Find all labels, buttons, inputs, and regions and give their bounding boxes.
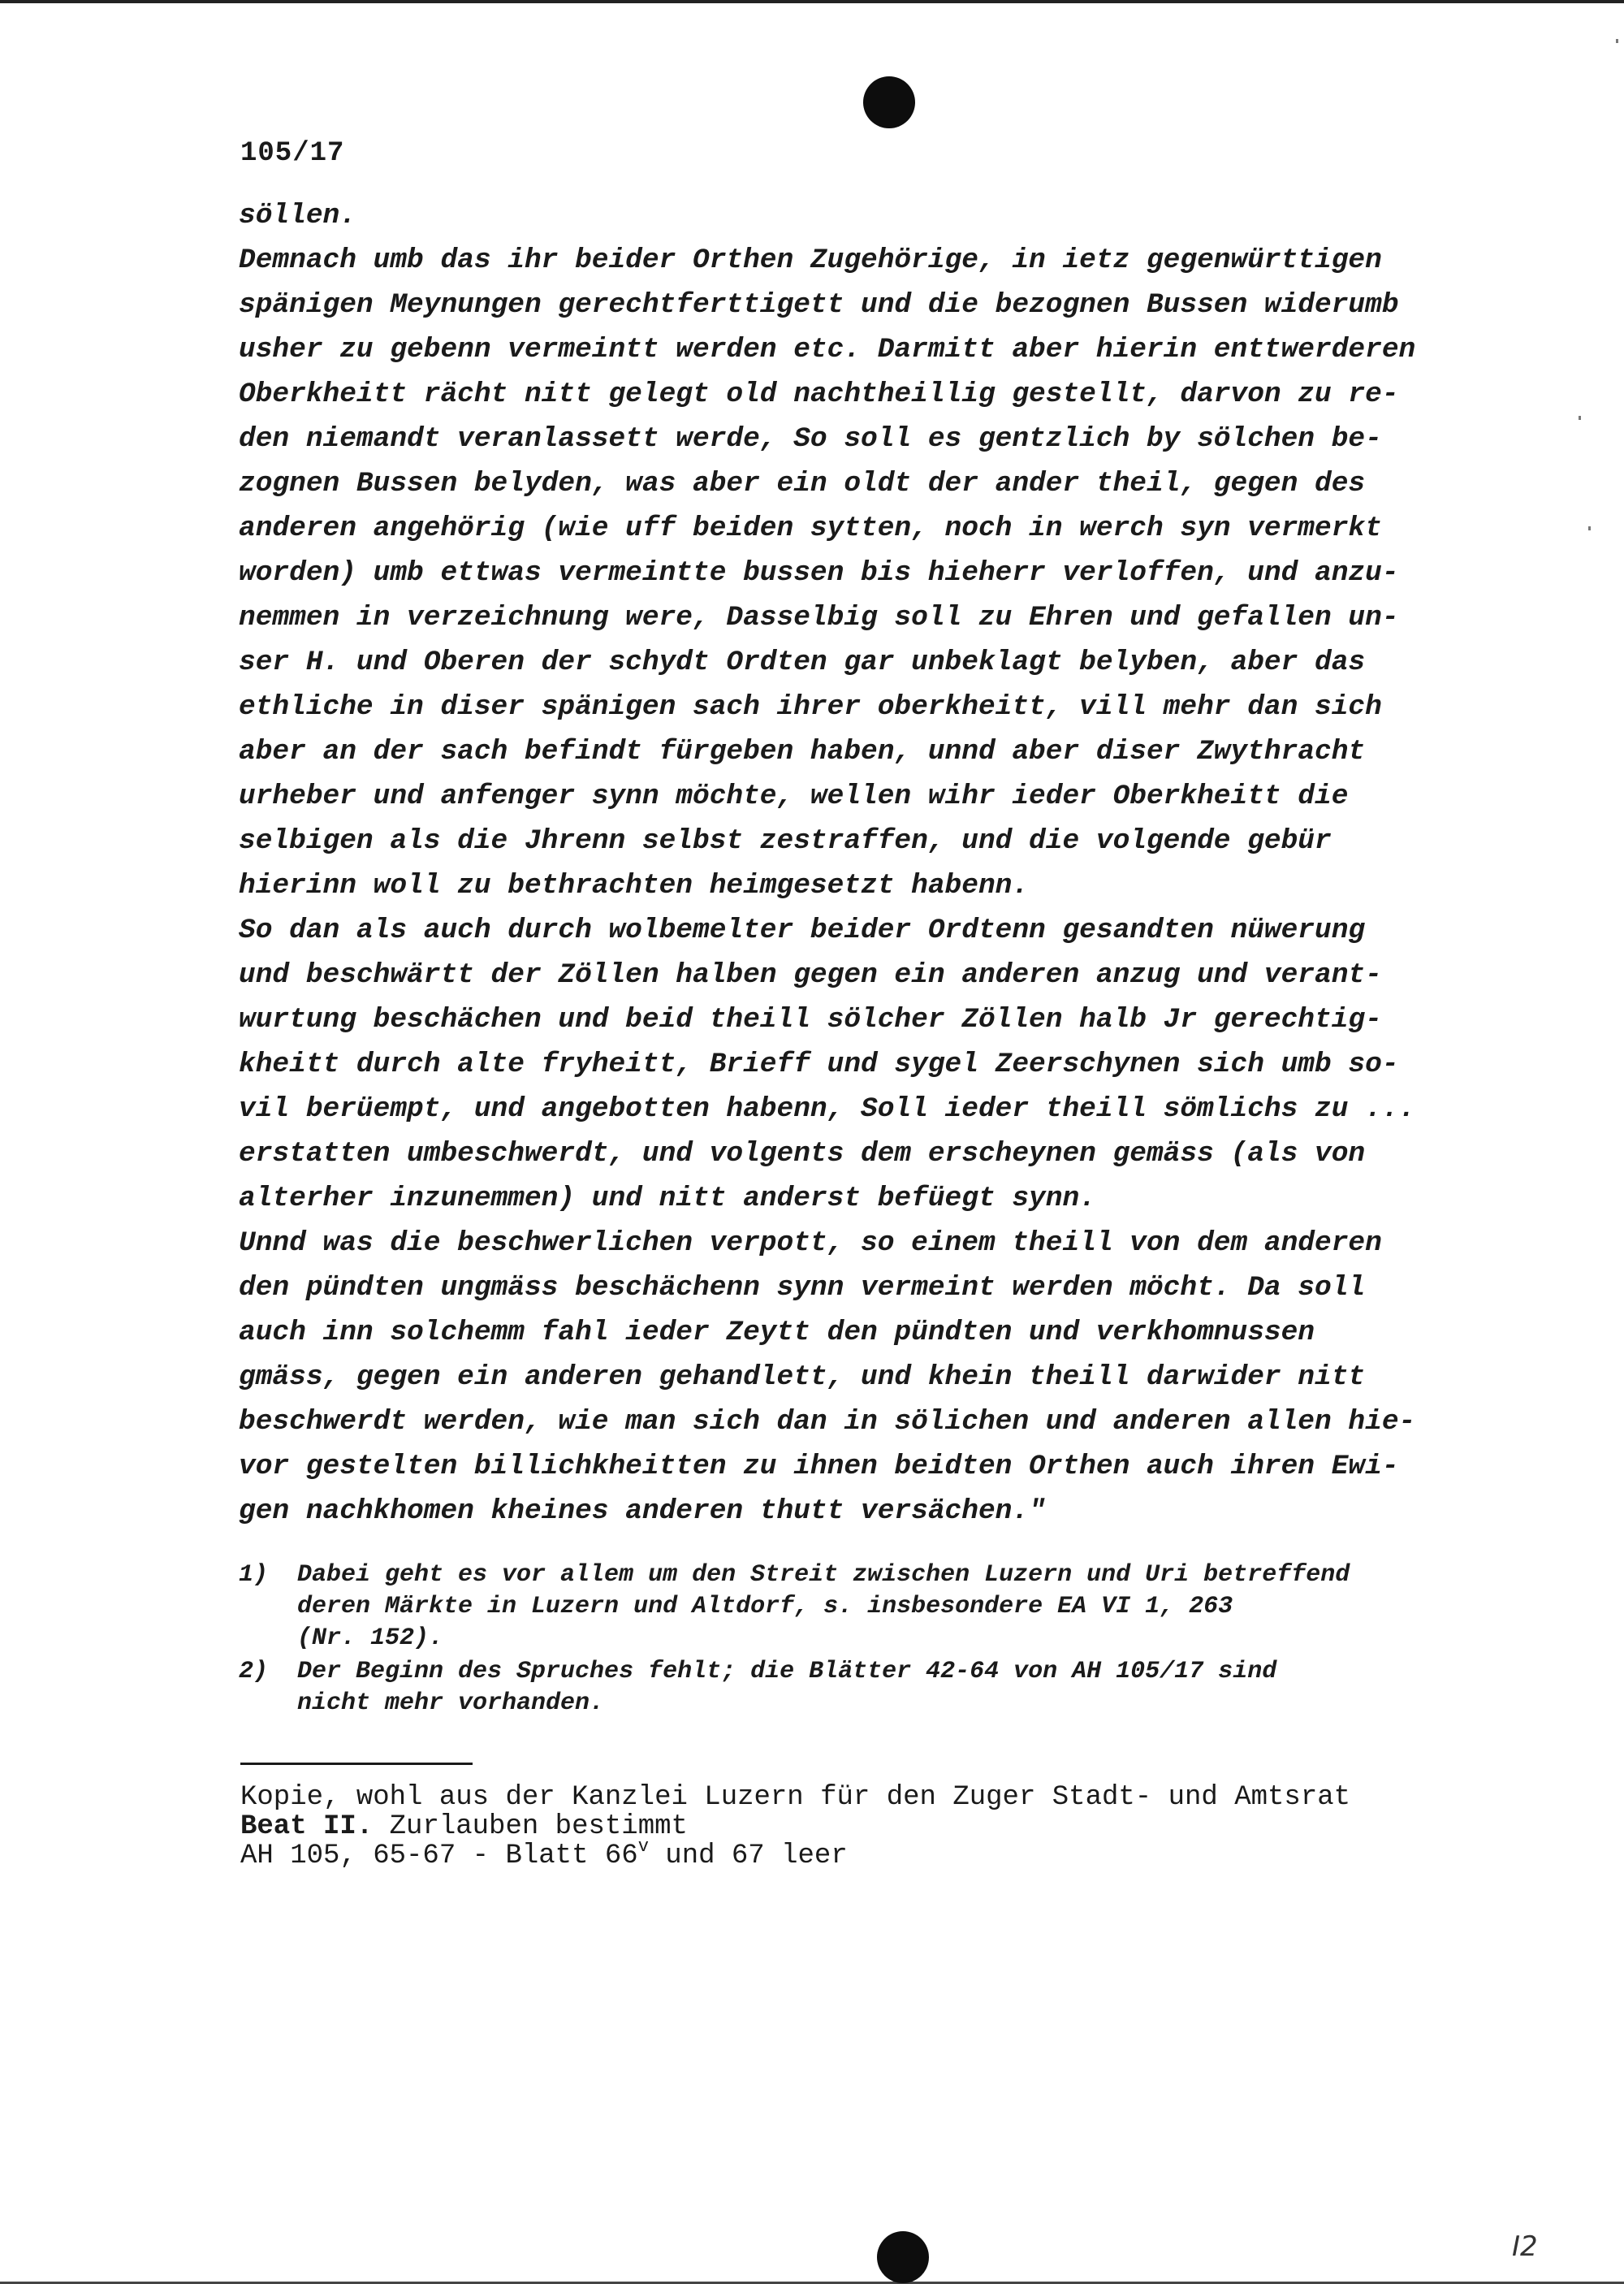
footnote-line: nicht mehr vorhanden. bbox=[297, 1689, 605, 1717]
footnote-line: Der Beginn des Spruches fehlt; die Blätter 42-64 von AH 105/17 sind bbox=[297, 1658, 1277, 1685]
source-note-folio: AH 105, 65-67 - Blatt 66 bbox=[240, 1841, 638, 1871]
page-reference: 105/17 bbox=[240, 138, 345, 169]
footnotes bbox=[239, 1559, 1505, 1721]
body-line: Oberkheitt rächt nitt gelegt old nachtheillig gestellt, darvon zu re- bbox=[239, 379, 1399, 410]
body-line: usher zu gebenn vermeintt werden etc. Darmitt aber hierin enttwerderen bbox=[239, 334, 1416, 366]
source-note bbox=[240, 1784, 1540, 1871]
body-line: ser H. und Oberen der schydt Ordten gar unbeklagt belyben, aber das bbox=[239, 647, 1366, 678]
footnote-marker: 2) bbox=[239, 1658, 269, 1685]
source-note-folio-end: und 67 leer bbox=[648, 1841, 848, 1871]
body-line: selbigen als die Jhrenn selbst zestraffen, und die volgende gebür bbox=[239, 825, 1332, 857]
body-line: worden) umb ettwas vermeintte bussen bis hieherr verloffen, und anzu- bbox=[239, 557, 1399, 589]
handwritten-page-number: I2 bbox=[1512, 2230, 1538, 2263]
footnote-line: Dabei geht es vor allem um den Streit zwischen Luzern und Uri betreffend bbox=[297, 1561, 1350, 1589]
body-line: nemmen in verzeichnung were, Dasselbig soll zu Ehren und gefallen un- bbox=[239, 602, 1399, 634]
source-note-name-bold: Beat II. bbox=[240, 1811, 374, 1842]
footnote-marker: 1) bbox=[239, 1561, 269, 1589]
source-note-verso-superscript: v bbox=[637, 1836, 649, 1857]
body-text bbox=[239, 193, 1505, 1533]
scan-speck bbox=[1616, 39, 1618, 43]
body-line: urheber und anfenger synn möchte, wellen wihr ieder Oberkheitt die bbox=[239, 781, 1349, 812]
page-top-edge bbox=[0, 0, 1624, 3]
body-line: söllen. bbox=[239, 200, 356, 231]
body-line: alterher inzunemmen) und nitt anderst befüegt synn. bbox=[239, 1183, 1096, 1214]
body-line: Demnach umb das ihr beider Orthen Zugehörige, in ietz gegenwürttigen bbox=[239, 244, 1382, 276]
source-note-line-2 bbox=[240, 1813, 1540, 1842]
source-note-line-3 bbox=[240, 1836, 1540, 1871]
punch-hole-top bbox=[863, 76, 915, 128]
body-line: vor gestelten billichkheitten zu ihnen beidten Orthen auch ihren Ewi- bbox=[239, 1451, 1399, 1482]
body-line: Unnd was die beschwerlichen verpott, so einem theill von dem anderen bbox=[239, 1227, 1382, 1259]
footnote bbox=[239, 1559, 1505, 1655]
body-line: gmäss, gegen ein anderen gehandlett, und khein theill darwider nitt bbox=[239, 1361, 1366, 1393]
body-line: spänigen Meynungen gerechtferttigett und die bezognen Bussen widerumb bbox=[239, 289, 1399, 321]
punch-hole-bottom bbox=[877, 2231, 929, 2283]
body-line: auch inn solchemm fahl ieder Zeytt den pündten und verkhomnussen bbox=[239, 1317, 1315, 1348]
body-line: kheitt durch alte fryheitt, Brieff und sygel Zeerschynen sich umb so- bbox=[239, 1049, 1399, 1080]
body-line: ethliche in diser spänigen sach ihrer oberkheitt, vill mehr dan sich bbox=[239, 691, 1382, 723]
body-line: So dan als auch durch wolbemelter beider Ordtenn gesandten nüwerung bbox=[239, 915, 1366, 946]
body-line: hierinn woll zu bethrachten heimgesetzt habenn. bbox=[239, 870, 1030, 902]
body-line: anderen angehörig (wie uff beiden sytten, noch in werch syn vermerkt bbox=[239, 513, 1382, 544]
body-line: aber an der sach befindt fürgeben haben, unnd aber diser Zwythracht bbox=[239, 736, 1366, 768]
body-line: erstatten umbeschwerdt, und volgents dem erscheynen gemäss (als von bbox=[239, 1138, 1366, 1170]
body-line: wurtung beschächen und beid theill sölcher Zöllen halb Jr gerechtig- bbox=[239, 1004, 1382, 1036]
source-note-line-2-rest: Zurlauben bestimmt bbox=[373, 1811, 688, 1842]
source-note-line-1: Kopie, wohl aus der Kanzlei Luzern für den Zuger Stadt- und Amtsrat bbox=[240, 1782, 1351, 1813]
scan-speck bbox=[1579, 416, 1581, 420]
footnote bbox=[239, 1656, 1505, 1719]
body-line: gen nachkhomen kheines anderen thutt versächen." bbox=[239, 1495, 1046, 1527]
body-line: und beschwärtt der Zöllen halben gegen ein anderen anzug und verant- bbox=[239, 959, 1382, 991]
body-line: zognen Bussen belyden, was aber ein oldt der ander theil, gegen des bbox=[239, 468, 1366, 500]
footnote-line: deren Märkte in Luzern und Altdorf, s. insbesondere EA VI 1, 263 bbox=[297, 1593, 1233, 1620]
body-line: beschwerdt werden, wie man sich dan in sölichen und anderen allen hie- bbox=[239, 1406, 1416, 1438]
footnote-separator-rule bbox=[240, 1763, 473, 1765]
body-line: den niemandt veranlassett werde, So soll es gentzlich by sölchen be- bbox=[239, 423, 1382, 455]
scan-speck bbox=[1588, 526, 1591, 530]
footnote-line: (Nr. 152). bbox=[297, 1624, 444, 1652]
body-line: den pündten ungmäss beschächenn synn vermeint werden möcht. Da soll bbox=[239, 1272, 1366, 1304]
body-line: vil berüempt, und angebotten habenn, Soll ieder theill sömlichs zu ... bbox=[239, 1093, 1416, 1125]
